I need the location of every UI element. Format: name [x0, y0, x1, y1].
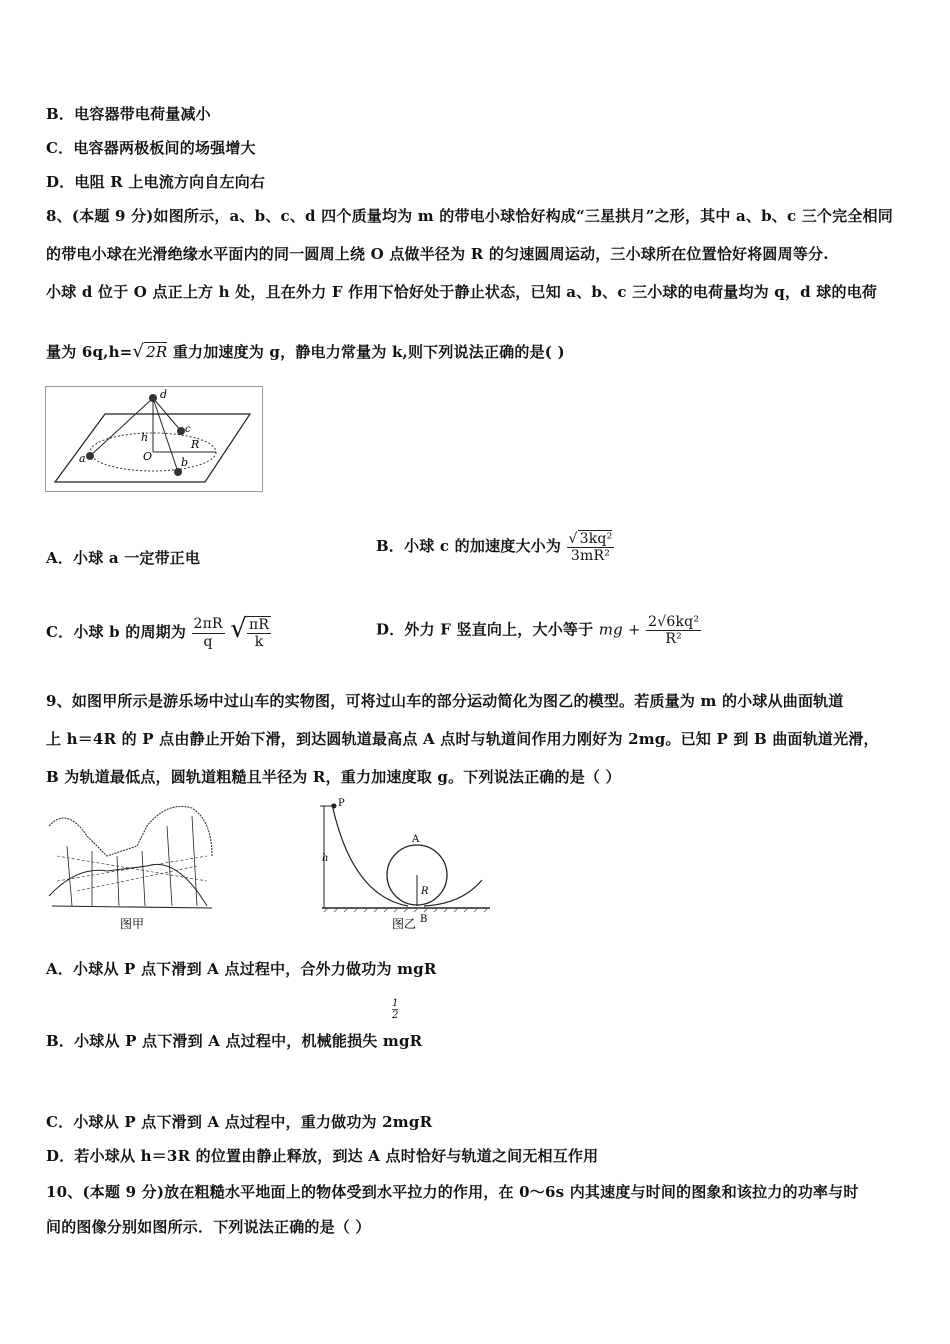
q8-option-b [376, 530, 614, 564]
q9-stem-line-2: 上 h＝4R 的 P 点由静止开始下滑，到达圆轨道最高点 A 点时与轨道间作用力刚好为 2mg。已知 P 到 B 曲面轨道光滑， [46, 730, 879, 748]
q8-label-b: b [181, 456, 189, 469]
q9-fig1-caption: 图甲 [120, 917, 145, 931]
q8-label-c: c [185, 424, 191, 435]
q8-ball-a [86, 452, 94, 460]
q8-option-c-fraction-2 [247, 616, 271, 650]
q8-stem-line-4-pre: 量为 6q,h= [46, 343, 133, 361]
q8-option-b-num-value: 3kq² [579, 531, 613, 547]
q8-option-c-num1: 2πR [193, 616, 223, 633]
q9-ball [332, 804, 337, 809]
q10-stem-line-1: 10、(本题 9 分)放在粗糙水平地面上的物体受到水平拉力的作用，在 0～6s 内其速度与时间的图象和该拉力的功率与时 [46, 1183, 859, 1201]
q9-label-A: A [412, 834, 420, 845]
q9-figure-model [312, 796, 494, 936]
q8-label-R: R [191, 438, 200, 451]
q9-option-b-fraction [392, 998, 398, 1021]
q8-option-c [46, 614, 271, 650]
q8-figure [45, 386, 263, 492]
q8-option-d-fraction [646, 614, 701, 647]
q8-option-c-den1: q [203, 633, 213, 650]
q8-option-b-numerator: √ 3kq² [568, 531, 613, 547]
q8-option-c-den2: k [254, 634, 264, 650]
q9-option-d: D．若小球从 h＝3R 的位置由静止释放，到达 A 点时恰好与轨道之间无相互作用 [46, 1147, 599, 1165]
q7-option-d: D．电阻 R 上电流方向自左向右 [46, 173, 266, 191]
q8-stem-line-2: 的带电小球在光滑绝缘水平面内的同一圆周上绕 O 点做半径为 R 的匀速圆周运动，三小球所在位置恰好将圆周等分. [46, 245, 829, 263]
q8-stem-line-3: 小球 d 位于 O 点正上方 h 处，且在外力 F 作用下恰好处于静止状态，已知 a、b、c 三小球的电荷量均为 q，d 球的电荷 [46, 283, 878, 301]
q8-stem-line-1: 8、(本题 9 分)如图所示，a、b、c、d 四个质量均为 m 的带电小球恰好构成“三星拱月”之形，其中 a、b、c 三个完全相同 [46, 207, 893, 225]
sqrt-icon: √ [132, 341, 145, 362]
q8-option-d-num: 2√6kq² [648, 614, 700, 630]
q8-option-b-fraction [567, 530, 615, 564]
q9-photo-track-mid [49, 864, 207, 906]
q8-option-d-den: R² [665, 631, 682, 648]
q8-ball-b [174, 468, 182, 476]
q8-option-c-text: C．小球 b 的周期为 [46, 623, 187, 641]
q9-photo-sketch [49, 806, 212, 908]
sqrt-icon: √ [230, 614, 247, 644]
q8-stem-line-4-post: 重力加速度为 g，静电力常量为 k,则下列说法正确的是( ) [172, 343, 565, 361]
q7-option-c: C．电容器两极板间的场强增大 [46, 139, 256, 157]
q9-label-R: R [421, 886, 429, 897]
q8-option-a: A．小球 a 一定带正电 [46, 549, 201, 567]
q8-option-b-denominator: 3mR² [570, 548, 611, 565]
q9-stem-line-3: B 为轨道最低点，圆轨道粗糙且半径为 R，重力加速度取 g。下列说法正确的是（ ） [46, 768, 621, 786]
q9-photo-track-top [49, 806, 212, 856]
q8-option-d [376, 614, 701, 647]
q9-option-b-frac-num: 1 [392, 998, 399, 1009]
q9-curved-track [332, 804, 408, 906]
q9-label-h: h [322, 853, 329, 864]
q8-label-d: d [160, 388, 168, 401]
q9-stem-line-1: 9、如图甲所示是游乐场中过山车的实物图，可将过山车的部分运动简化为图乙的模型。若质量为 m 的小球从曲面轨道 [46, 692, 844, 710]
q9-label-B: B [420, 914, 428, 925]
q8-label-O: O [143, 450, 153, 463]
q8-option-c-fraction-1 [192, 616, 225, 649]
q8-label-h: h [141, 431, 149, 444]
q9-option-b-frac-den: 2 [392, 1010, 399, 1021]
q8-stem-line-4 [46, 341, 565, 362]
q8-option-d-mg: mg + [598, 620, 641, 639]
q9-label-P: P [338, 798, 345, 809]
q9-photo-ground [52, 906, 212, 908]
q9-option-a: A．小球从 P 点下滑到 A 点过程中，合外力做功为 mgR [46, 960, 437, 978]
q9-exit-track [424, 880, 482, 906]
q9-option-c: C．小球从 P 点下滑到 A 点过程中，重力做功为 2mgR [46, 1113, 433, 1131]
q8-h-formula: 2R [146, 343, 168, 361]
q10-stem-line-2: 间的图像分别如图所示．下列说法正确的是（ ） [46, 1218, 371, 1236]
q8-label-a: a [79, 452, 86, 465]
q9-figure-photo [47, 796, 217, 936]
q8-ball-c [177, 427, 185, 435]
q8-option-d-text: D．外力 F 竖直向上，大小等于 [376, 620, 594, 639]
q8-ball-d [149, 394, 157, 402]
q9-option-b: B．小球从 P 点下滑到 A 点过程中，机械能损失 mgR [46, 1032, 423, 1050]
q8-option-b-text: B．小球 c 的加速度大小为 [376, 537, 562, 556]
q9-fig2-caption: 图乙 [392, 917, 417, 931]
q8-option-c-num2: πR [248, 616, 270, 633]
q7-option-b: B．电容器带电荷量减小 [46, 105, 211, 123]
